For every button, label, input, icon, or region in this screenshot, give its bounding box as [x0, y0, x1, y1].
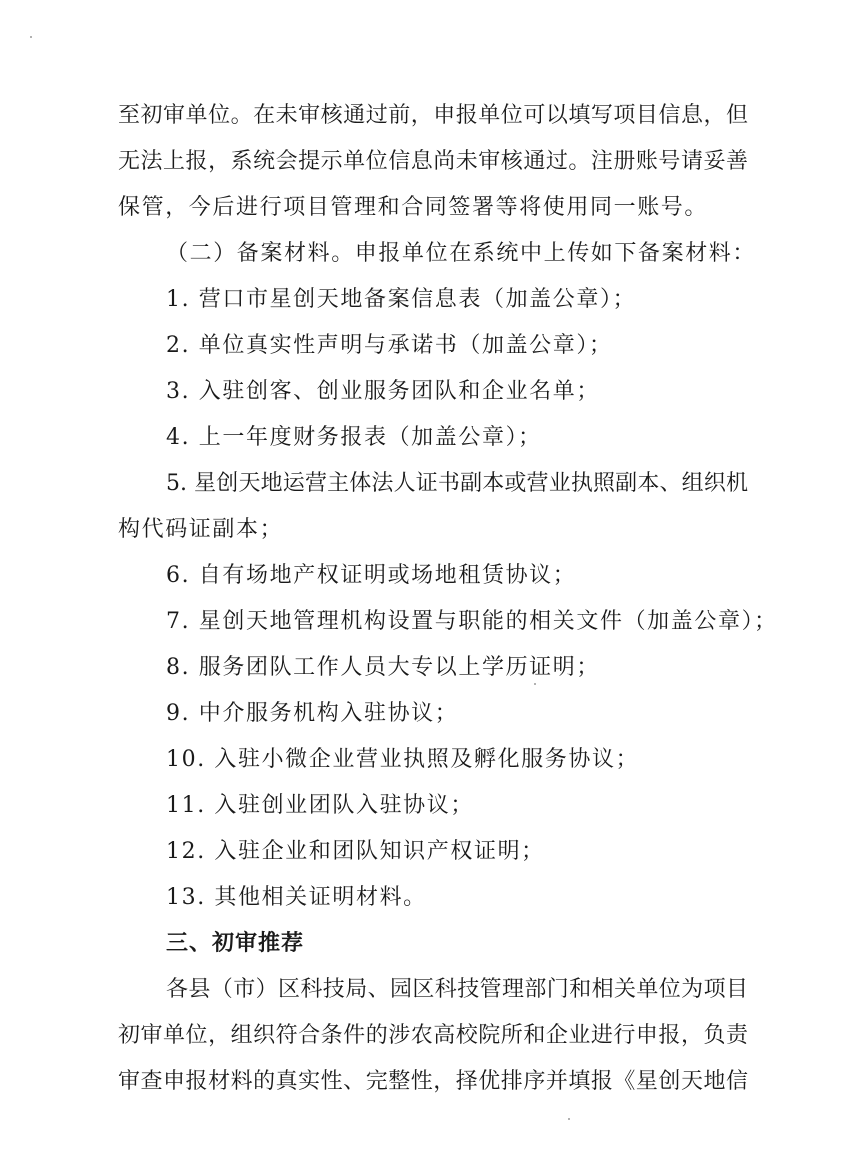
paragraph-line: 至初审单位。在未审核通过前，申报单位可以填写项目信息，但: [118, 103, 748, 128]
list-item: 13. 其他相关证明材料。: [166, 885, 427, 910]
list-item: 4. 上一年度财务报表（加盖公章）；: [166, 425, 542, 450]
paragraph-line: 初审单位，组织符合条件的涉农高校院所和企业进行申报，负责: [118, 1023, 748, 1048]
list-item: 11. 入驻创业团队入驻协议；: [166, 793, 474, 818]
scan-speck: [534, 683, 536, 685]
list-item: 1. 营口市星创天地备案信息表（加盖公章）；: [166, 287, 637, 312]
section-heading-initial-review: 三、初审推荐: [166, 931, 305, 956]
list-item: 10. 入驻小微企业营业执照及孵化服务协议；: [166, 747, 640, 772]
scan-speck: [30, 36, 32, 38]
list-item: 2. 单位真实性声明与承诺书（加盖公章）；: [166, 333, 613, 358]
list-item-continuation: 构代码证副本；: [118, 517, 284, 542]
list-item: 7. 星创天地管理机构设置与职能的相关文件（加盖公章）；: [166, 609, 778, 634]
scan-speck: [568, 1118, 570, 1120]
paragraph-line: 各县（市）区科技局、园区科技管理部门和相关单位为项目: [166, 977, 748, 1002]
section-heading-filing-materials: （二）备案材料。申报单位在系统中上传如下备案材料：: [166, 241, 757, 266]
paragraph-line: 无法上报，系统会提示单位信息尚未审核通过。注册账号请妥善: [118, 149, 748, 174]
paragraph-line: 审查申报材料的真实性、完整性，择优排序并填报《星创天地信: [118, 1069, 748, 1094]
list-item: 5. 星创天地运营主体法人证书副本或营业执照副本、组织机: [166, 471, 748, 496]
list-item: 9. 中介服务机构入驻协议；: [166, 701, 459, 726]
list-item: 6. 自有场地产权证明或场地租赁协议；: [166, 563, 577, 588]
list-item: 3. 入驻创客、创业服务团队和企业名单；: [166, 379, 600, 404]
list-item: 8. 服务团队工作人员大专以上学历证明；: [166, 655, 600, 680]
paragraph-line: 保管，今后进行项目管理和合同签署等将使用同一账号。: [118, 195, 709, 220]
list-item: 12. 入驻企业和团队知识产权证明；: [166, 839, 545, 864]
